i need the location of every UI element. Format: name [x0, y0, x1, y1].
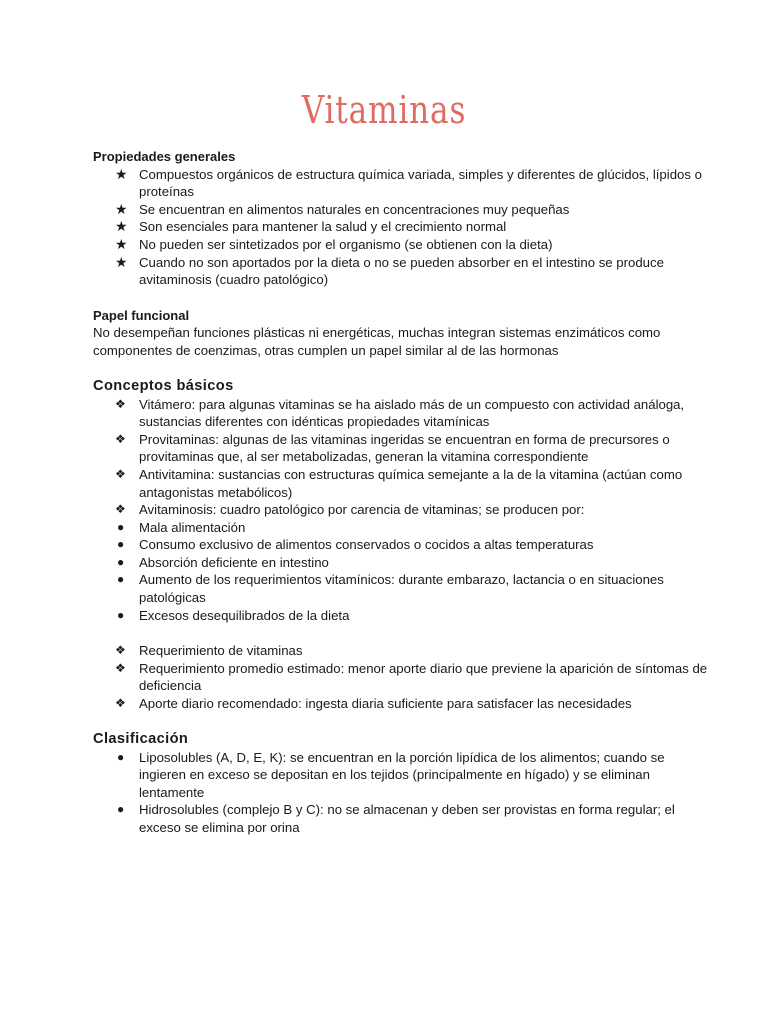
dot-bullet-icon: ● [117, 749, 125, 764]
list-item: ★ No pueden ser sintetizados por el organismo (se obtienen con la dieta) [115, 235, 553, 252]
diamond-bullet-icon: ❖ [115, 660, 126, 675]
list-item: ❖ Aporte diario recomendado: ingesta diaria suficiente para satisfacer las necesidades [115, 696, 632, 712]
list-item: ★ Compuestos orgánicos de estructura química variada, simples y diferentes de glúcidos, lípidos o proteínas [115, 165, 702, 200]
list-item: ❖ Provitaminas: algunas de las vitaminas ingeridas se encuentran en forma de precursores o provitaminas que, al ser metabolizadas, generan la vitamina correspondiente [115, 431, 670, 465]
list-clasificacion [93, 749, 713, 837]
list-item: ❖ Requerimiento de vitaminas [115, 643, 303, 659]
diamond-bullet-icon: ❖ [115, 466, 126, 481]
list-propiedades [93, 166, 713, 289]
dot-bullet-icon: ● [117, 537, 125, 552]
diamond-bullet-icon: ❖ [115, 396, 126, 411]
dot-bullet-icon: ● [117, 802, 125, 817]
papel-funcional-text: No desempeñan funciones plásticas ni energéticas, muchas integran sistemas enzimáticos como componentes de coenzimas, otras cumplen un papel similar al de las hormonas [93, 325, 661, 358]
list-item: ● Liposolubles (A, D, E, K): se encuentran en la porción lipídica de los alimentos; cuando se ingieren en exceso se depositan en los tejidos (principalmente en hígado) y se eliminan lentamente [117, 749, 665, 800]
list-item: ● Mala alimentación [117, 519, 246, 535]
list-item: ★ Cuando no son aportados por la dieta o no se pueden absorber en el intestino se produce avitaminosis (cuadro patológico) [115, 253, 664, 288]
list-item: ★ Se encuentran en alimentos naturales en concentraciones muy pequeñas [115, 200, 570, 217]
list-item: ❖ Avitaminosis: cuadro patológico por carencia de vitaminas; se producen por: [115, 502, 585, 518]
list-item: ❖ Requerimiento promedio estimado: menor aporte diario que previene la aparición de síntomas de deficiencia [115, 660, 708, 694]
star-icon: ★ [115, 200, 128, 217]
page-title: Vitaminas [301, 88, 467, 132]
list-item: ★ Son esenciales para mantener la salud y el crecimiento normal [115, 218, 507, 235]
star-icon: ★ [115, 253, 128, 270]
diamond-bullet-icon: ❖ [115, 696, 126, 711]
dot-bullet-icon: ● [117, 572, 125, 587]
document-body [93, 148, 713, 837]
star-icon: ★ [115, 165, 128, 182]
diamond-bullet-icon: ❖ [115, 643, 126, 658]
list-conceptos [93, 396, 713, 625]
heading-clasificacion: Clasificación [93, 730, 189, 747]
list-item: ● Hidrosolubles (complejo B y C): no se almacenan y deben ser provistas en forma regular; el exceso se elimina por orina [117, 802, 675, 835]
diamond-bullet-icon: ❖ [115, 431, 126, 446]
list-item: ● Aumento de los requerimientos vitamínicos: durante embarazo, lactancia o en situaciones patológicas [117, 572, 664, 606]
dot-bullet-icon: ● [117, 607, 125, 622]
heading-papel-funcional: Papel funcional [93, 307, 190, 323]
dot-bullet-icon: ● [117, 519, 125, 534]
heading-propiedades: Propiedades generales [93, 149, 236, 164]
dot-bullet-icon: ● [117, 554, 125, 569]
list-item: ● Consumo exclusivo de alimentos conservados o cocidos a altas temperaturas [117, 537, 594, 553]
star-icon: ★ [115, 218, 128, 235]
diamond-bullet-icon: ❖ [115, 502, 126, 517]
heading-conceptos-basicos: Conceptos básicos [93, 377, 234, 394]
list-item: ● Absorción deficiente en intestino [117, 554, 329, 570]
list-requerimientos [93, 642, 713, 712]
list-item: ❖ Vitámero: para algunas vitaminas se ha aislado más de un compuesto con actividad análoga, sustancias diferentes con idénticas propiedades vitamínicas [115, 396, 685, 430]
list-item: ❖ Antivitamina: sustancias con estructuras química semejante a la de la vitamina (actúan como antagonistas metabólicos) [115, 466, 683, 500]
list-item: ● Excesos desequilibrados de la dieta [117, 607, 350, 623]
star-icon: ★ [115, 235, 128, 252]
